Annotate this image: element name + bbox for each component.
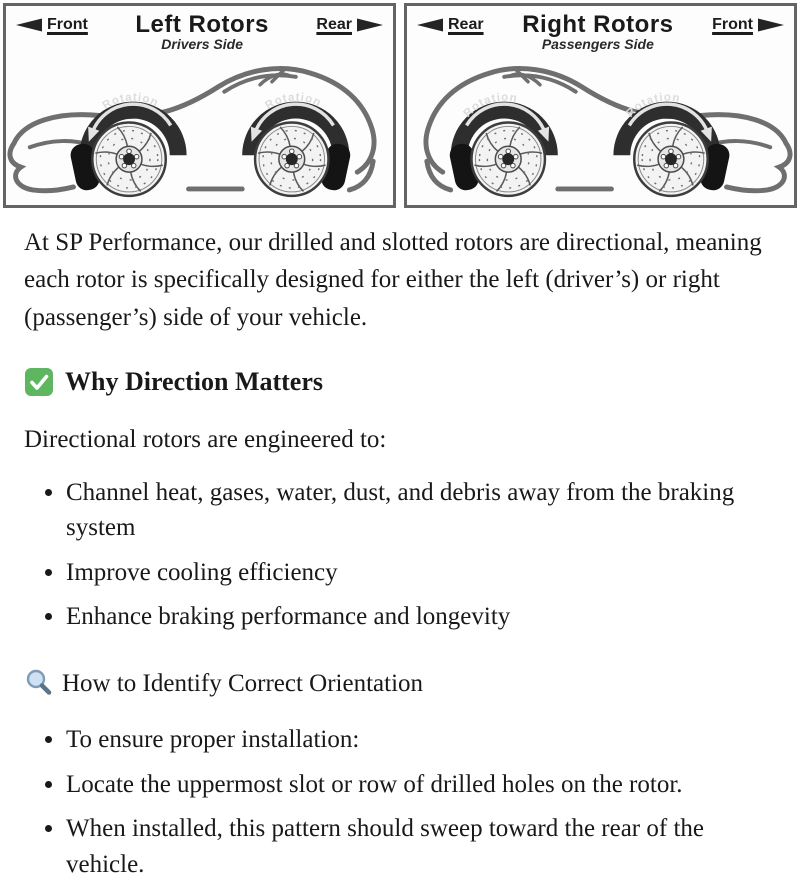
panel-subtitle: Drivers Side (161, 36, 243, 53)
list-item: • Locate the uppermost slot or row of drilled holes on the rotor. (66, 767, 776, 803)
rear-wheel-assembly (242, 91, 352, 195)
drilled-slotted-rotor (472, 122, 545, 195)
right-rotors-panel (404, 3, 797, 208)
rotor-direction-diagram (0, 0, 800, 208)
left-arrow-icon (417, 17, 445, 33)
heading-text: Why Direction Matters (65, 367, 324, 397)
list-item: • To ensure proper installation: (66, 722, 776, 758)
drilled-slotted-rotor (634, 122, 707, 195)
left-car-diagram (6, 54, 393, 205)
direction-label-text: Front (712, 16, 753, 33)
direction-label-text: Rear (448, 16, 484, 33)
article-body (0, 224, 800, 883)
right-panel-title-block (522, 12, 673, 52)
identify-orientation-heading (24, 665, 776, 703)
rotation-label: Rotation (624, 91, 682, 120)
why-direction-matters-heading (24, 362, 776, 401)
why-bullet-list (24, 475, 776, 635)
list-item: • When installed, this pattern should sweep toward the rear of the vehicle. (66, 811, 776, 882)
left-arrow-icon (16, 17, 44, 33)
left-rotors-panel (3, 3, 396, 208)
rotation-label: Rotation (100, 91, 161, 112)
drilled-slotted-rotor (255, 122, 328, 195)
right-arrow-icon (756, 17, 784, 33)
rear-direction-label (417, 16, 484, 34)
direction-label-text: Rear (316, 16, 352, 33)
list-item: • Channel heat, gases, water, dust, and debris away from the braking system (66, 475, 776, 546)
rotation-label: Rotation (263, 91, 324, 112)
front-wheel-assembly (69, 91, 187, 195)
rear-direction-label (316, 16, 383, 34)
intro-paragraph: At SP Performance, our drilled and slotted rotors are directional, meaning each rotor is specifically designed for either the left (driver’s) or right (passenger’s) side of your vehicle. (24, 228, 762, 331)
left-panel-header (6, 6, 393, 52)
front-direction-label (16, 16, 88, 34)
right-panel-header (407, 6, 794, 52)
list-item: • Improve cooling efficiency (66, 555, 776, 591)
drilled-slotted-rotor (92, 122, 165, 195)
engineered-lead: Directional rotors are engineered to: (24, 426, 387, 454)
check-mark-icon (24, 367, 54, 397)
right-arrow-icon (355, 17, 383, 33)
magnifying-glass-icon (24, 668, 54, 698)
right-car-diagram (407, 54, 794, 205)
identify-bullet-list (24, 722, 776, 882)
rotation-label: Rotation (461, 91, 519, 120)
front-direction-label (712, 16, 784, 34)
panel-title: Right Rotors (522, 11, 674, 38)
panel-title: Left Rotors (135, 11, 269, 38)
heading-text: How to Identify Correct Orientation (62, 669, 424, 697)
direction-label-text: Front (47, 16, 88, 33)
left-panel-title-block (135, 12, 269, 52)
panel-subtitle: Passengers Side (541, 36, 654, 53)
list-item: • Enhance braking performance and longevity (66, 599, 776, 635)
